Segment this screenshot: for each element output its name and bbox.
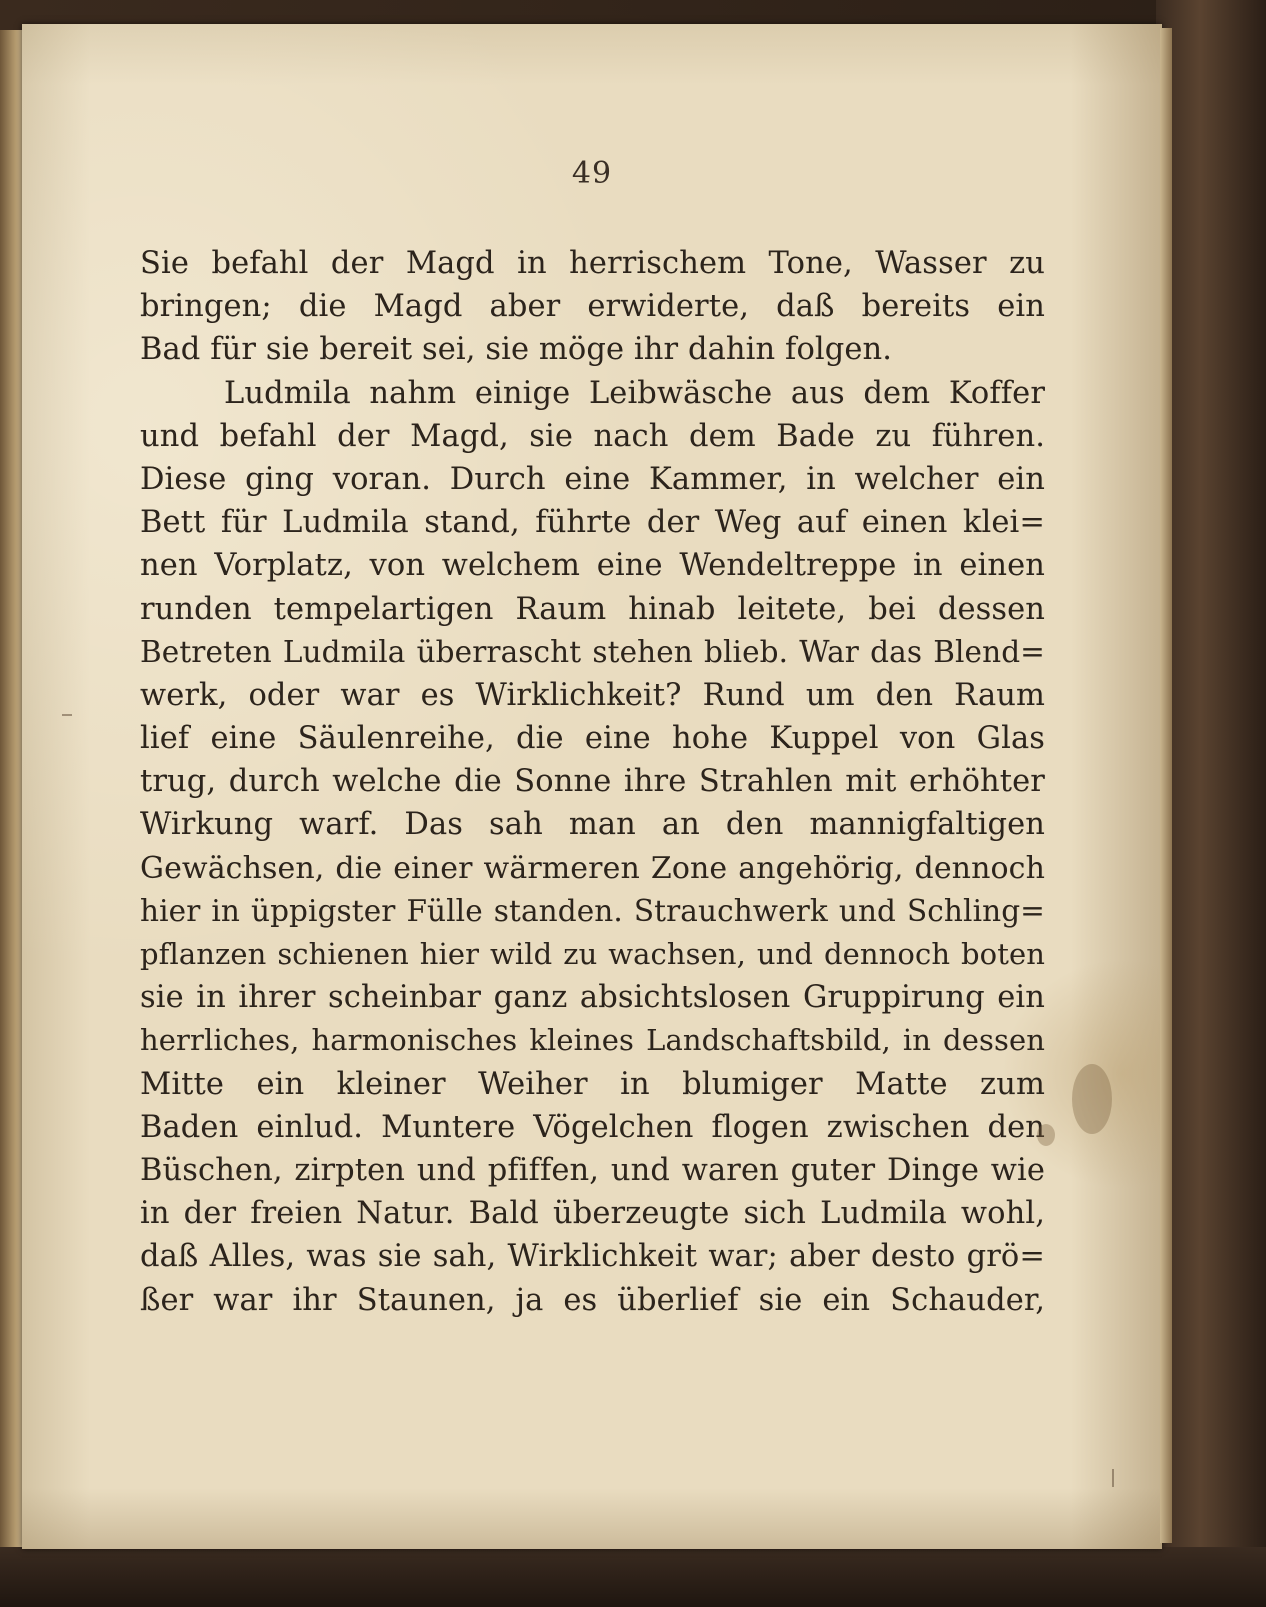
book-cover-bottom	[0, 1547, 1266, 1607]
foxing-stain	[1037, 1124, 1055, 1146]
text-line: werk, oder war es Wirklichkeit? Rund um den Raum	[140, 677, 1045, 713]
margin-mark	[62, 714, 72, 716]
text-line: und befahl der Magd, sie nach dem Bade zu führen.	[140, 418, 1045, 454]
page-number: 49	[571, 156, 613, 191]
page-edge-right	[1160, 28, 1172, 1543]
text-line: pflanzen schienen hier wild zu wachsen, und dennoch boten	[140, 937, 1045, 971]
paragraph-start-line: Ludmila nahm einige Leibwäsche aus dem Koffer	[224, 375, 1045, 411]
text-line: in der freien Natur. Bald überzeugte sich Ludmila wohl,	[140, 1196, 1045, 1232]
text-line: Sie befahl der Magd in herrischem Tone, Wasser zu	[140, 246, 1045, 281]
text-line: Wirkung warf. Das sah man an den mannigfaltigen	[140, 807, 1045, 843]
text-line: sie in ihrer scheinbar ganz absichtslosen Gruppirung ein	[140, 980, 1045, 1016]
page-body-text	[140, 242, 1045, 1322]
text-line: ßer war ihr Staunen, ja es überlief sie ein Schauder,	[140, 1282, 1045, 1318]
text-line: runden tempelartigen Raum hinab leitete, bei dessen	[140, 591, 1045, 627]
margin-mark	[1112, 1469, 1114, 1487]
book-page	[22, 24, 1162, 1549]
text-line: hier in üppigster Fülle standen. Strauchwerk und Schling=	[140, 893, 1045, 928]
foxing-stain	[1072, 1064, 1112, 1134]
book-cover-right	[1156, 0, 1266, 1607]
text-line: Mitte ein kleiner Weiher in blumiger Matte zum	[140, 1066, 1045, 1102]
text-line: bringen; die Magd aber erwiderte, daß bereits ein	[140, 289, 1045, 325]
text-line: Bad für sie bereit sei, sie möge ihr dahin folgen.	[140, 332, 893, 368]
text-line: Baden einlud. Muntere Vögelchen flogen zwischen den	[140, 1109, 1045, 1145]
text-line: trug, durch welche die Sonne ihre Strahlen mit erhöhter	[140, 764, 1045, 800]
text-line: Betreten Ludmila überrascht stehen blieb. War das Blend=	[140, 634, 1045, 669]
text-line: lief eine Säulenreihe, die eine hohe Kuppel von Glas	[140, 721, 1045, 757]
text-line: nen Vorplatz, von welchem eine Wendeltreppe in einen	[140, 548, 1045, 584]
text-line: daß Alles, was sie sah, Wirklichkeit war; aber desto grö=	[140, 1239, 1045, 1275]
text-line: Bett für Ludmila stand, führte der Weg auf einen klei=	[140, 505, 1045, 541]
text-line: Diese ging voran. Durch eine Kammer, in welcher ein	[140, 461, 1045, 497]
text-line: herrliches, harmonisches kleines Landschaftsbild, in dessen	[140, 1023, 1045, 1058]
text-line: Gewächsen, die einer wärmeren Zone angehörig, dennoch	[140, 850, 1045, 886]
text-line: Büschen, zirpten und pfiffen, und waren guter Dinge wie	[140, 1152, 1045, 1188]
